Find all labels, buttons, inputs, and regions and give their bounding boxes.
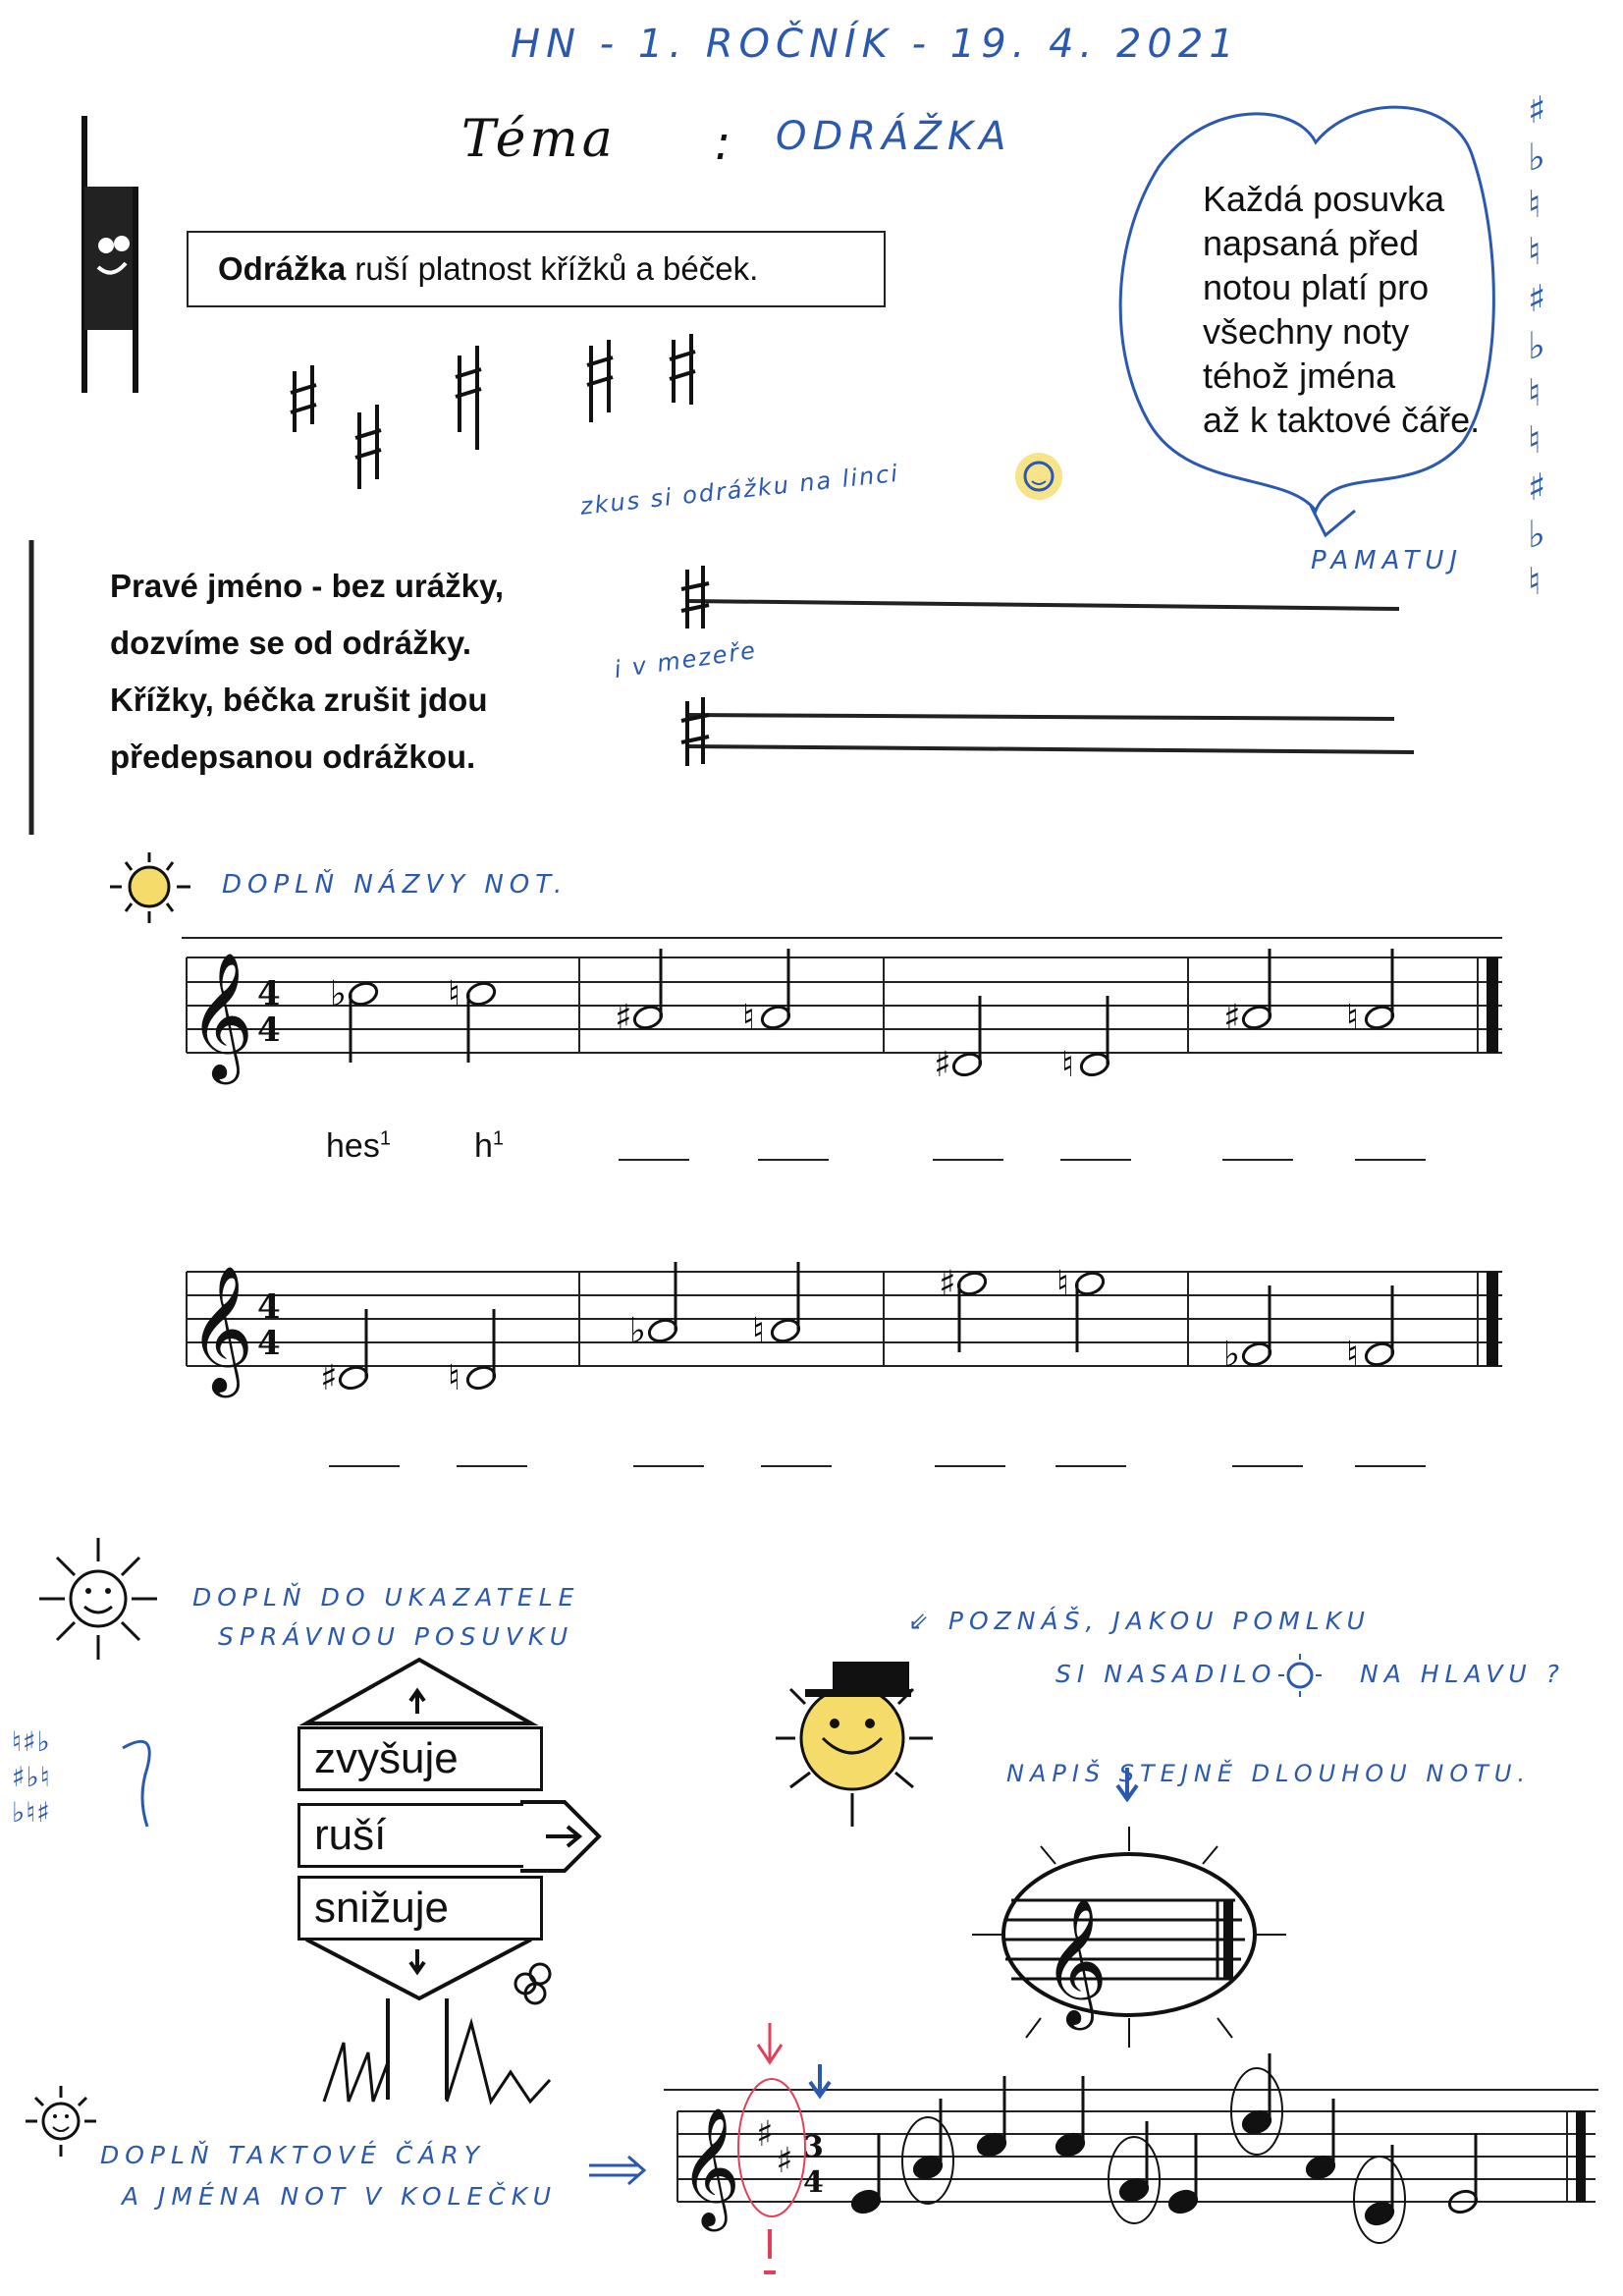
sign-label: zvyšuje — [314, 1734, 459, 1782]
accidental: ♯ — [1528, 88, 1546, 132]
mini-sun-icon — [1278, 1654, 1322, 1697]
task1-instruction: DOPLŇ NÁZVY NOT. — [222, 870, 568, 900]
answer-text: hes — [326, 1127, 380, 1165]
accidental-glyph: ♯ — [1223, 998, 1241, 1038]
accidental: ♮ — [1528, 371, 1542, 414]
sign-cancels[interactable] — [298, 1803, 523, 1868]
answer-blank[interactable] — [935, 1465, 1005, 1467]
answer-blank[interactable] — [1232, 1465, 1303, 1467]
answer-blank[interactable] — [761, 1465, 832, 1467]
heart-line: téhož jména — [1203, 355, 1396, 396]
sun-hat-icon — [776, 1662, 933, 1827]
accidental-glyph: ♮ — [1346, 998, 1359, 1038]
answer-blank[interactable] — [457, 1465, 527, 1467]
accidental-glyph: ♮ — [742, 998, 755, 1038]
hint-line: ♮♯♭ — [12, 1725, 51, 1758]
accidental-glyph: ♮ — [448, 974, 460, 1014]
rule-bold: Odrážka — [218, 250, 347, 287]
practice-note-1: zkus si odrážku na linci — [578, 459, 901, 520]
heart-line: až k taktové čáře. — [1203, 400, 1481, 440]
smiley-icon — [1015, 453, 1062, 500]
accidental-glyph: ♭ — [629, 1311, 646, 1351]
task4-line1: DOPLŇ TAKTOVÉ ČÁRY — [100, 2141, 486, 2169]
accidental: ♯ — [1528, 277, 1546, 320]
answer-hes — [326, 1127, 391, 1166]
svg-text:4: 4 — [257, 1011, 281, 1050]
task2-instruction-2: SPRÁVNOU POSUVKU — [218, 1622, 574, 1651]
answer-blank[interactable] — [933, 1159, 1003, 1161]
heart-note — [1203, 177, 1480, 442]
svg-text:𝄞: 𝄞 — [1043, 1897, 1109, 2025]
svg-text:𝄞: 𝄞 — [189, 1265, 254, 1393]
svg-text:𝄞: 𝄞 — [679, 2106, 741, 2226]
accidental-glyph: ♯ — [615, 998, 632, 1038]
rule-text: ruší platnost křížků a béček. — [346, 250, 759, 287]
answer-blank[interactable] — [1355, 1465, 1426, 1467]
rule-box — [187, 231, 886, 307]
side-hint — [12, 1724, 51, 1831]
accidental-glyph: ♮ — [752, 1311, 765, 1351]
accidental: ♮ — [1528, 183, 1542, 226]
practice-note-2: i v mezeře — [612, 635, 759, 684]
sign-lowers[interactable] — [298, 1876, 543, 1941]
heart-line: všechny noty — [1203, 311, 1410, 352]
poem-line: Křížky, béčka zrušit jdou — [110, 682, 488, 718]
side-accidentals — [1528, 86, 1567, 605]
answer-h — [474, 1127, 504, 1166]
topic-label: Téma — [461, 110, 617, 169]
accidental: ♮ — [1528, 418, 1542, 462]
sun-icon-2 — [39, 1538, 157, 1660]
answer-text: h — [474, 1127, 493, 1165]
sign-label: ruší — [314, 1811, 387, 1859]
svg-text:4: 4 — [257, 1324, 281, 1363]
remember-label: PAMATUJ — [1311, 546, 1464, 575]
accidental: ♮ — [1528, 230, 1542, 273]
accidental-glyph: ♯ — [934, 1045, 951, 1085]
answer-sup: 1 — [379, 1127, 391, 1150]
accidental-glyph: ♯ — [320, 1358, 338, 1398]
accidental-glyph: ♭ — [330, 974, 347, 1014]
svg-text:4: 4 — [803, 2165, 824, 2200]
accidental-glyph: ♮ — [448, 1358, 460, 1398]
hint-line: ♭♮♯ — [12, 1796, 51, 1829]
answer-sup: 1 — [492, 1127, 505, 1150]
accidental-glyph: ♯ — [939, 1264, 956, 1304]
accidental: ♭ — [1528, 513, 1545, 556]
answer-blank[interactable] — [1222, 1159, 1293, 1161]
topic-name: ODRÁŽKA — [776, 114, 1012, 159]
poem — [110, 558, 504, 786]
svg-text:𝄞: 𝄞 — [189, 952, 254, 1079]
svg-text:4: 4 — [257, 1287, 281, 1327]
task3-line2b: NA HLAVU ? — [1360, 1660, 1565, 1688]
sign-raises[interactable] — [298, 1726, 543, 1791]
accidental-glyph: ♭ — [1223, 1335, 1240, 1375]
accidental: ♮ — [1528, 560, 1542, 603]
accidental-glyph: ♮ — [1346, 1335, 1359, 1375]
accidental: ♭ — [1528, 324, 1545, 367]
heart-line: Každá posuvka — [1203, 179, 1445, 219]
task3-line1: ⇙ POZNÁŠ, JAKOU POMLKU — [908, 1607, 1371, 1635]
svg-text:♯: ♯ — [776, 2141, 793, 2181]
poem-line: Pravé jméno - bez urážky, — [110, 568, 505, 604]
heart-line: napsaná před — [1203, 223, 1420, 263]
accidental: ♭ — [1528, 136, 1545, 179]
poem-line: dozvíme se od odrážky. — [110, 625, 471, 661]
answer-blank[interactable] — [1060, 1159, 1131, 1161]
hint-line: ♯♭♮ — [12, 1761, 51, 1793]
svg-text:4: 4 — [257, 974, 281, 1013]
sun-icon-1 — [110, 852, 190, 923]
answer-blank[interactable] — [633, 1465, 704, 1467]
task4-line2: A JMÉNA NOT V KOLEČKU — [122, 2182, 558, 2211]
task3-write: NAPIŠ STEJNĚ DLOUHOU NOTU. — [1006, 1760, 1532, 1787]
sign-label: snižuje — [314, 1884, 449, 1932]
accidental-glyph: ♮ — [1061, 1045, 1074, 1085]
svg-text:3: 3 — [803, 2130, 824, 2164]
answer-blank[interactable] — [758, 1159, 829, 1161]
answer-blank[interactable] — [619, 1159, 689, 1161]
sun-icon-3 — [26, 2086, 96, 2157]
svg-text:♯: ♯ — [756, 2114, 774, 2155]
answer-blank[interactable] — [329, 1465, 400, 1467]
answer-circle — [1354, 2157, 1405, 2243]
heart-line: notou platí pro — [1203, 267, 1430, 307]
answer-blank[interactable] — [1355, 1159, 1426, 1161]
accidental-glyph: ♮ — [1056, 1264, 1069, 1304]
answer-blank[interactable] — [1055, 1465, 1126, 1467]
task3-line2a: SI NASADILO — [1055, 1660, 1277, 1688]
worksheet-title: HN - 1. ROČNÍK - 19. 4. 2021 — [511, 22, 1240, 67]
poem-line: předepsanou odrážkou. — [110, 738, 476, 775]
accidental: ♯ — [1528, 465, 1546, 509]
topic-colon: : — [715, 116, 737, 171]
task2-instruction-1: DOPLŇ DO UKAZATELE — [192, 1583, 580, 1612]
